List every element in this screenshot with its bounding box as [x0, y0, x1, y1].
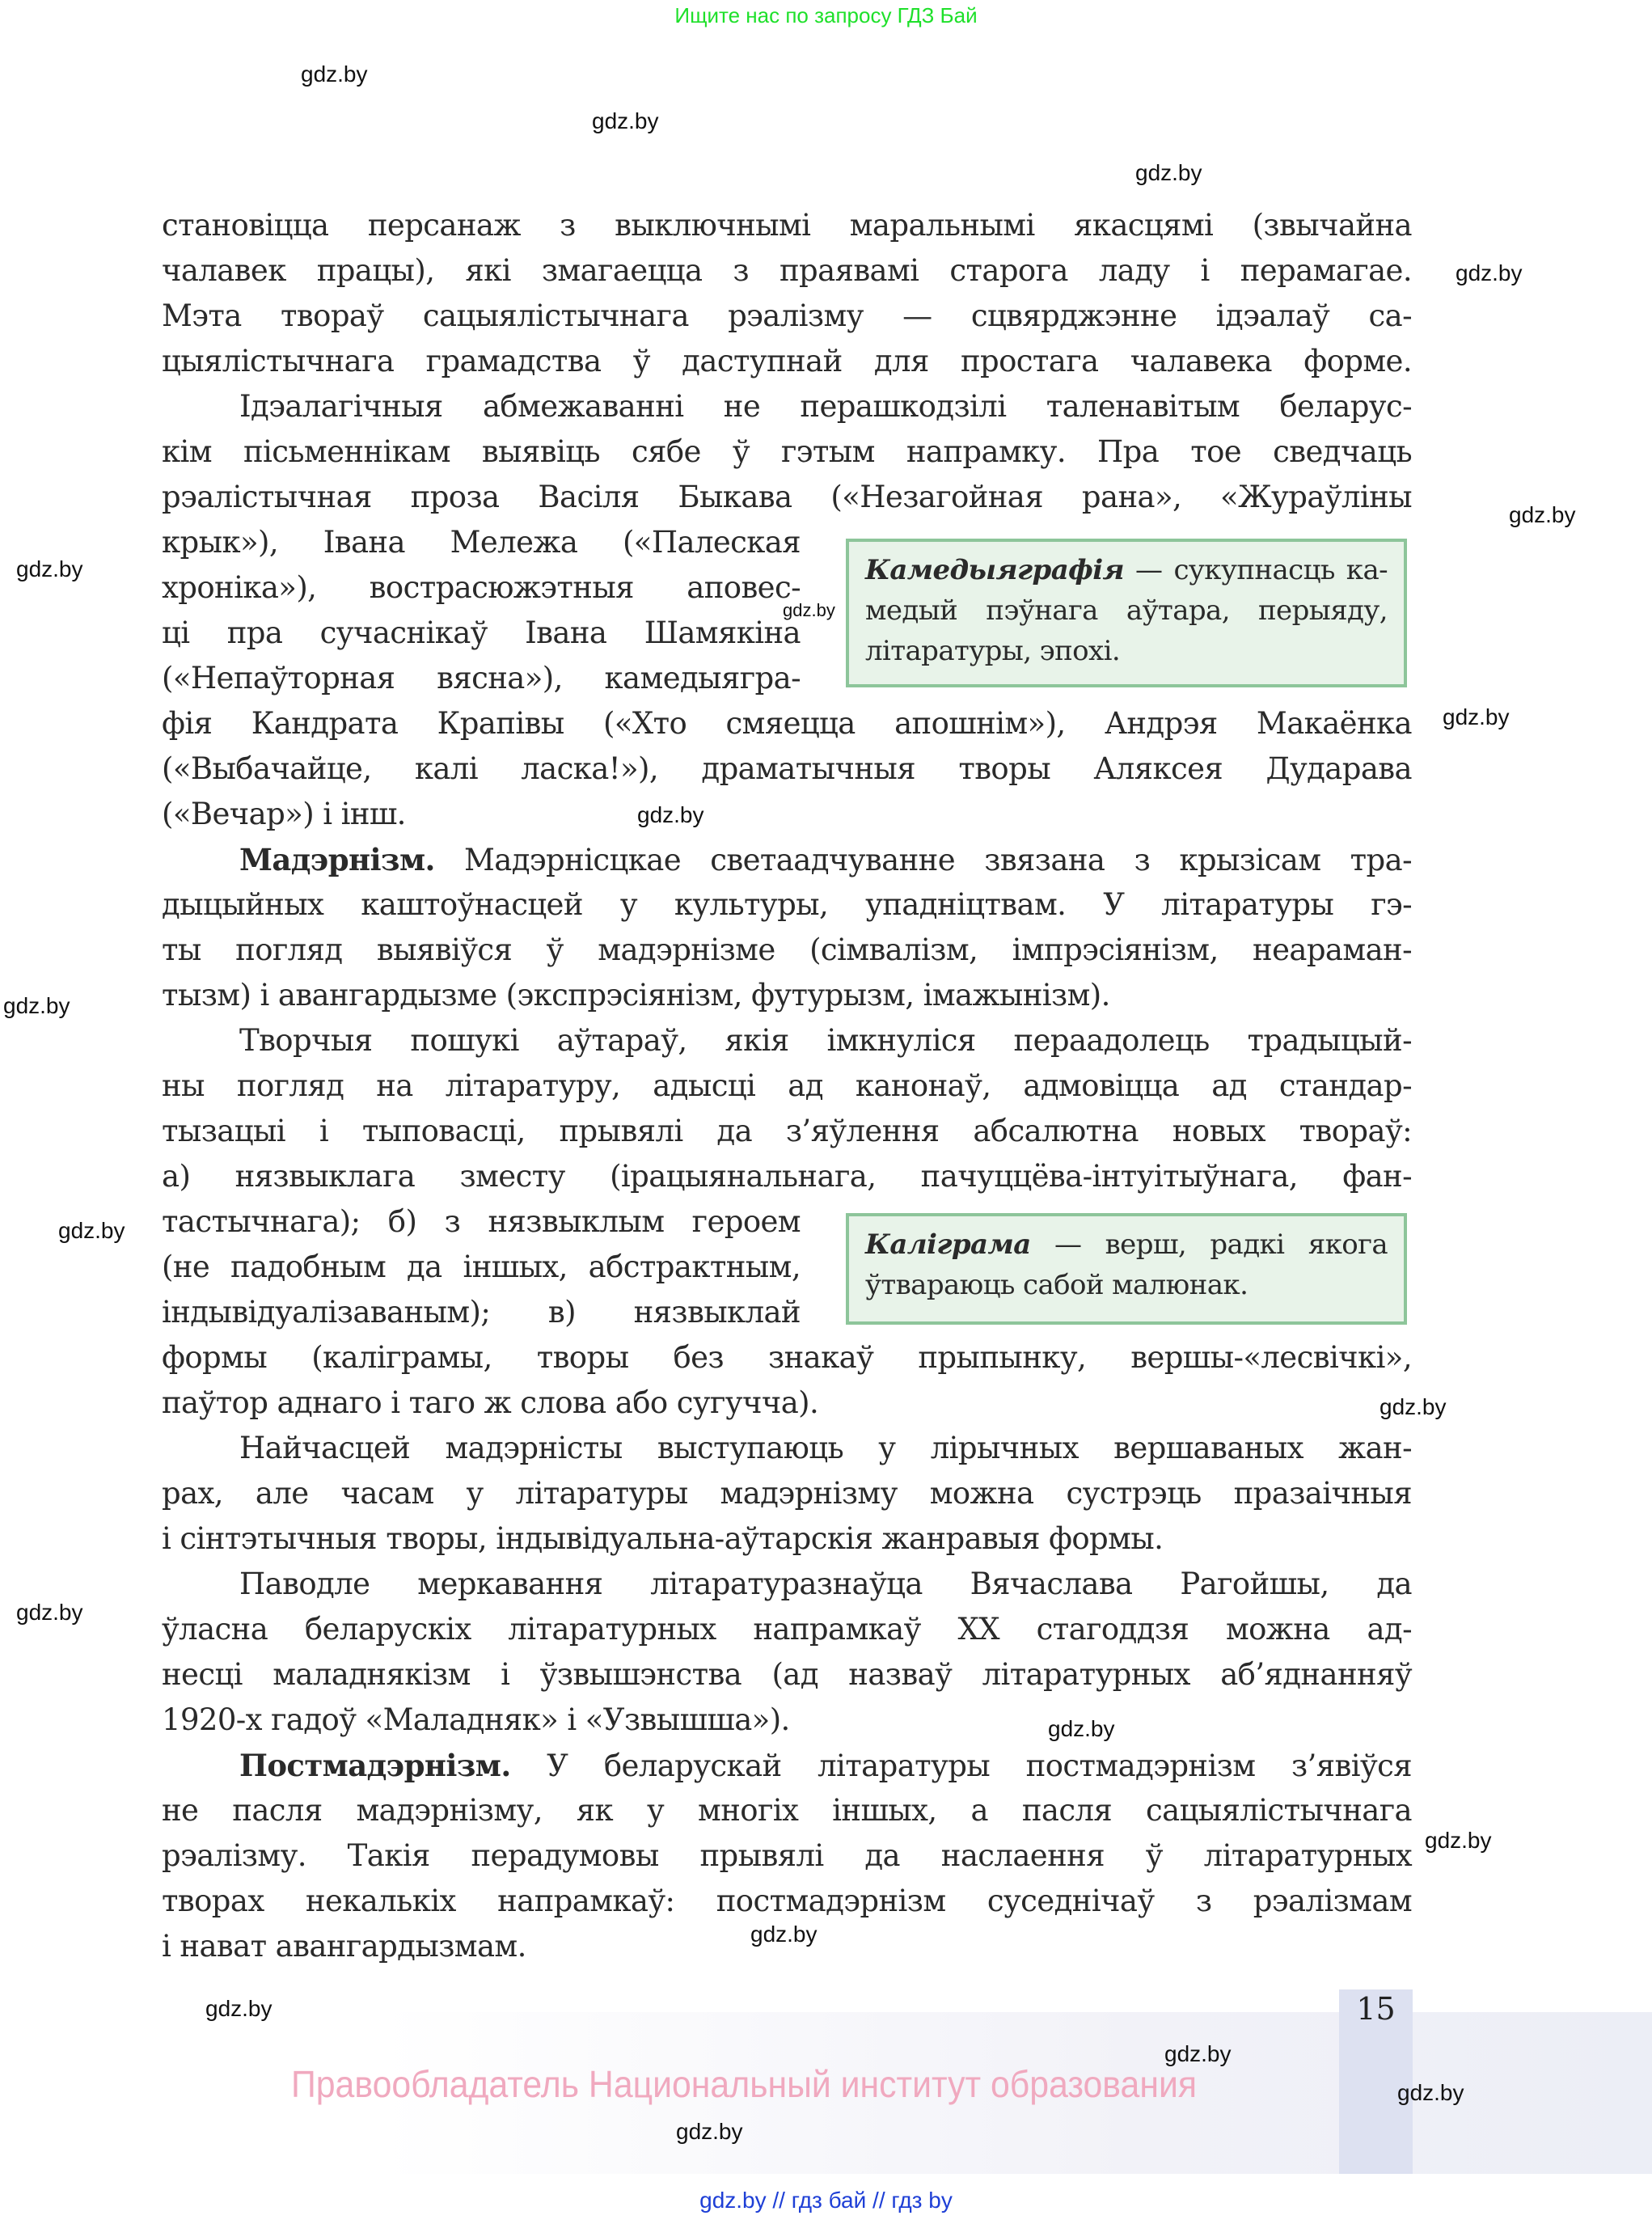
text-line: кім пісьменнікам выявіць сябе ў гэтым напрамку. Пра тое сведчаць	[162, 434, 1412, 469]
text-line: цыялістычнага грамадства ў даступнай для простага чалавека форме.	[162, 344, 1412, 378]
text-line: формы (каліграмы, творы без знакаў прыпынку, вершы-«лесвічкі»,	[162, 1340, 1412, 1375]
text-line: творах некалькіх напрамкаў: постмадэрнізм суседнічаў з рэалізмам	[162, 1884, 1412, 1918]
definition-text: — верш, радкі якога	[1030, 1228, 1388, 1261]
copyright-notice: Правообладатель Национальный институт образования	[291, 2063, 1198, 2105]
text-line: Творчыя пошукі аўтараў, якія імкнуліся пераадолець традыцый-	[239, 1023, 1412, 1058]
definition-box-comedy	[846, 539, 1407, 687]
watermark: gdz.by	[16, 556, 83, 581]
text-line: становіцца персанаж з выключнымі маральнымі якасцямі (звычайна	[162, 208, 1412, 243]
text-line: Ідэалагічныя абмежаванні не перашкодзілі таленавітым беларус-	[239, 389, 1412, 424]
watermark: gdz.by	[1164, 2041, 1232, 2066]
text-line: несці маладнякізм і ўзвышэнства (ад назваў літаратурных аб’яднанняў	[162, 1657, 1412, 1692]
text-line: фія Кандрата Крапівы («Хто смяецца апошнім»), Андрэя Макаёнка	[162, 706, 1412, 741]
text-line: 1920-х гадоў «Маладняк» і «Узвышша»).	[162, 1702, 790, 1737]
text-span: Мадэрнісцкае светаадчуванне звязана з крызісам тра-	[434, 843, 1412, 877]
definition-line: ўтвараюць сабой малюнак.	[865, 1269, 1249, 1301]
definition-text: — сукупнасць ка-	[1123, 554, 1388, 586]
watermark: gdz.by	[676, 2119, 743, 2144]
text-line: тастычнага); б) з нязвыклым героем	[162, 1204, 801, 1239]
text-line: Мэта твораў сацыялістычнага рэалізму — сцвярджэнне ідэалаў са-	[162, 298, 1412, 333]
definition-line	[865, 550, 1388, 590]
page-number: 15	[1356, 1991, 1396, 2027]
text-line: рэалістычная проза Васіля Быкава («Незагойная рана», «Жураўліны	[162, 480, 1412, 514]
text-line: (не падобным да іншых, абстрактным,	[162, 1249, 801, 1284]
text-line: ці пра сучаснікаў Івана Шамякіна	[162, 615, 801, 650]
footer-links[interactable]: gdz.by // гдз бай // гдз by	[699, 2188, 953, 2213]
text-line: тызацыі і тыповасці, прывялі да з’яўлення абсалютна новых твораў:	[162, 1114, 1412, 1148]
text-line: а) нязвыклага зместу (ірацыянальнага, пачуццёва-інтуітыўнага, фан-	[162, 1159, 1412, 1194]
text-line: («Выбачайце, калі ласка!»), драматычныя творы Аляксея Дударава	[162, 751, 1412, 786]
text-line: не пасля мадэрнізму, як у многіх іншых, а пасля сацыялістычнага	[162, 1793, 1412, 1828]
watermark: gdz.by	[1379, 1394, 1447, 1419]
watermark: gdz.by	[58, 1218, 125, 1243]
text-line: крык»), Івана Мележа («Палеская	[162, 525, 801, 560]
definition-term: Камедыяграфія	[865, 554, 1124, 586]
text-line	[162, 837, 1412, 882]
watermark: gdz.by	[1135, 160, 1202, 185]
definition-line: літаратуры, эпохі.	[865, 635, 1121, 667]
watermark: gdz.by	[1048, 1716, 1115, 1741]
watermark: gdz.by	[1443, 704, 1510, 729]
watermark: gdz.by	[205, 1996, 273, 2021]
text-line: Найчасцей мадэрністы выступаюць у лірычных вершаваных жан-	[239, 1431, 1412, 1465]
text-line: («Непаўторная вясна»), камедыягра-	[162, 661, 801, 696]
watermark: gdz.by	[1509, 502, 1576, 527]
watermark: gdz.by	[16, 1600, 83, 1625]
definition-line	[865, 1224, 1388, 1265]
text-line: ты погляд выявіўся ў мадэрнізме (сімвалізм, імпрэсіянізм, неараман-	[162, 932, 1412, 967]
watermark: gdz.by	[1425, 1828, 1492, 1853]
text-line: паўтор аднаго і таго ж слова або сугучча).	[162, 1385, 819, 1420]
watermark: gdz.by	[750, 1922, 818, 1947]
text-line: і сінтэтычныя творы, індывідуальна-аўтарскія жанравыя формы.	[162, 1521, 1164, 1556]
text-line: хроніка»), вострасюжэтныя аповес-	[162, 570, 801, 605]
text-line: рах, але часам у літаратуры мадэрнізму можна сустрэць празаічныя	[162, 1476, 1412, 1511]
search-banner: Ищите нас по запросу ГДЗ Бай	[674, 3, 978, 27]
definition-line: медый пэўнага аўтара, перыяду,	[865, 594, 1388, 627]
text-line: тызм) і авангардызме (экспрэсіянізм, футурызм, імажынізм).	[162, 978, 1110, 1013]
watermark: gdz.by	[1456, 260, 1523, 285]
heading-modernism: Мадэрнізм.	[239, 842, 435, 877]
watermark: gdz.by	[592, 108, 659, 133]
definition-term: Каліграма	[865, 1228, 1031, 1261]
text-line	[162, 1743, 1412, 1788]
text-line: чалавек працы), які змагаецца з праявамі старога ладу і перамагае.	[162, 253, 1412, 288]
definition-box-calligram	[846, 1213, 1407, 1325]
text-line: і нават авангардызмам.	[162, 1929, 526, 1964]
text-line: індывідуалізаваным); в) нязвыклай	[162, 1295, 801, 1330]
watermark: gdz.by	[1397, 2080, 1464, 2105]
heading-postmodernism: Постмадэрнізм.	[239, 1748, 511, 1783]
watermark: gdz.by	[783, 600, 835, 620]
watermark: gdz.by	[3, 993, 70, 1018]
watermark: gdz.by	[301, 61, 368, 87]
text-line: ны погляд на літаратуру, адысці ад канонаў, адмовіцца ад стандар-	[162, 1068, 1412, 1103]
watermark: gdz.by	[637, 802, 704, 827]
text-line: ўласна беларускіх літаратурных напрамкаў XX стагоддзя можна ад-	[162, 1612, 1412, 1647]
text-line: Паводле меркавання літаратуразнаўца Вячаслава Рагойшы, да	[239, 1567, 1412, 1601]
text-span: У беларускай літаратуры постмадэрнізм з’явіўся	[510, 1748, 1412, 1783]
text-line: дыцыйных каштоўнасцей у культуры, упадніцтвам. У літаратуры гэ-	[162, 887, 1412, 922]
text-line: («Вечар») і інш.	[162, 797, 406, 831]
text-line: рэалізму. Такія перадумовы прывялі да наслаення ў літаратурных	[162, 1838, 1412, 1873]
